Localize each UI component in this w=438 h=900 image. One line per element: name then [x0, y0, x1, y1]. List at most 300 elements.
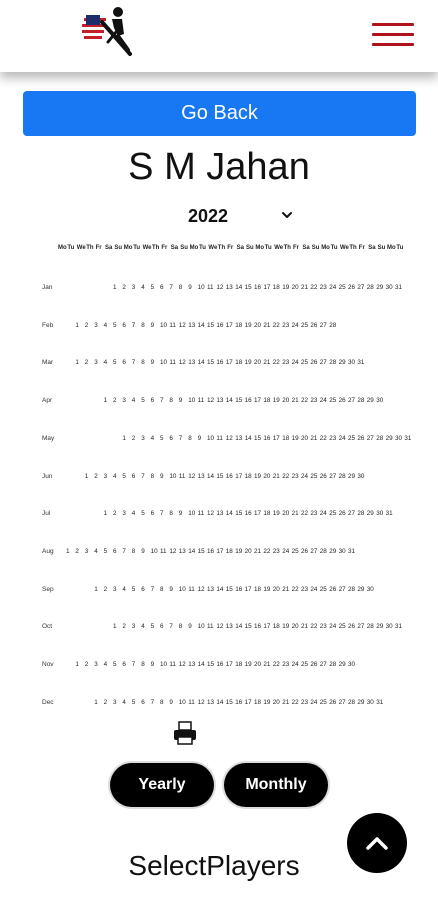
day-cell: 24 — [329, 284, 337, 291]
day-cell: 27 — [319, 661, 327, 668]
day-cell: 6 — [122, 321, 126, 329]
day-header: Fr — [358, 245, 365, 251]
day-cell: 25 — [310, 472, 318, 480]
day-cell: 23 — [282, 359, 290, 367]
yearly-button[interactable]: Yearly — [110, 763, 214, 807]
day-cell: 7 — [160, 397, 164, 405]
day-cell: 28 — [329, 359, 337, 367]
day-cell: 8 — [188, 434, 192, 442]
day-cell: 25 — [291, 547, 299, 555]
day-cell: 29 — [329, 547, 337, 555]
day-cell: 29 — [385, 434, 393, 442]
day-header: We — [76, 245, 86, 251]
day-cell: 5 — [141, 510, 145, 518]
day-cell: 11 — [160, 547, 167, 555]
day-header: We — [340, 245, 349, 251]
day-cell: 17 — [225, 661, 233, 668]
day-cell: 5 — [113, 321, 117, 329]
month-label: Mar — [42, 359, 54, 367]
day-cell: 19 — [272, 397, 280, 405]
day-cell: 8 — [141, 661, 145, 668]
day-cell: 22 — [272, 359, 280, 367]
day-header: Th — [349, 245, 357, 251]
day-cell: 3 — [131, 284, 136, 291]
day-cell: 1 — [94, 585, 98, 593]
day-header: Tu — [330, 245, 338, 251]
day-cell: 8 — [131, 547, 136, 555]
day-cell: 30 — [385, 623, 393, 631]
day-header: We — [208, 245, 218, 251]
day-cell: 2 — [122, 284, 126, 291]
day-cell: 14 — [225, 510, 233, 518]
day-cell: 12 — [169, 547, 177, 555]
day-cell: 19 — [244, 321, 252, 329]
day-cell: 9 — [160, 472, 164, 480]
day-header: Tu — [396, 245, 404, 251]
day-cell: 18 — [263, 397, 271, 405]
day-cell: 20 — [272, 585, 280, 593]
month-label: Sep — [42, 585, 54, 593]
day-cell: 28 — [348, 698, 356, 706]
day-cell: 21 — [301, 623, 309, 631]
day-cell: 14 — [207, 472, 215, 480]
day-header: Mo — [189, 245, 199, 251]
day-cell: 25 — [319, 698, 327, 706]
day-cell: 31 — [385, 510, 393, 518]
day-cell: 16 — [263, 434, 271, 442]
day-cell: 31 — [395, 623, 403, 631]
day-cell: 3 — [131, 623, 136, 631]
day-cell: 4 — [94, 547, 98, 555]
day-cell: 13 — [188, 661, 196, 668]
day-cell: 10 — [178, 585, 186, 593]
day-cell: 9 — [169, 585, 173, 593]
day-cell: 3 — [122, 397, 126, 405]
go-back-button[interactable]: Go Back — [23, 91, 416, 136]
day-cell: 30 — [395, 434, 403, 442]
day-cell: 24 — [291, 661, 299, 668]
year-select[interactable] — [188, 204, 300, 228]
day-cell: 20 — [291, 284, 299, 291]
day-cell: 3 — [94, 661, 98, 668]
day-cell: 27 — [329, 472, 337, 480]
day-cell: 8 — [178, 284, 183, 291]
day-cell: 2 — [84, 321, 89, 329]
day-cell: 9 — [178, 397, 183, 405]
day-cell: 27 — [357, 623, 365, 631]
day-cell: 26 — [329, 698, 337, 706]
day-cell: 13 — [188, 359, 196, 367]
day-cell: 21 — [291, 397, 299, 405]
day-cell: 31 — [357, 359, 365, 367]
day-cell: 11 — [178, 472, 186, 480]
month-label: Oct — [42, 623, 53, 631]
day-cell: 25 — [348, 434, 356, 442]
day-header: Fr — [95, 245, 102, 251]
day-cell: 12 — [225, 434, 233, 442]
day-cell: 15 — [197, 547, 205, 555]
day-cell: 14 — [188, 547, 196, 555]
day-header: Su — [377, 245, 386, 251]
day-cell: 24 — [291, 321, 299, 329]
day-cell: 28 — [376, 434, 384, 442]
day-cell: 29 — [338, 661, 346, 668]
day-cell: 30 — [376, 397, 384, 405]
day-cell: 7 — [160, 510, 164, 518]
day-cell: 4 — [122, 585, 126, 593]
day-cell: 28 — [357, 510, 365, 518]
day-cell: 18 — [244, 472, 252, 480]
day-cell: 9 — [178, 510, 183, 518]
day-header: Sa — [236, 245, 244, 251]
day-cell: 7 — [141, 472, 145, 480]
rower-flag-logo[interactable] — [78, 2, 136, 60]
day-cell: 23 — [282, 661, 290, 668]
day-cell: 21 — [282, 698, 290, 706]
day-cell: 10 — [160, 359, 168, 367]
day-cell: 15 — [207, 661, 215, 668]
day-cell: 31 — [395, 284, 403, 291]
day-cell: 21 — [254, 547, 262, 555]
day-header: Mo — [123, 245, 133, 251]
day-cell: 22 — [263, 547, 271, 555]
day-cell: 14 — [244, 434, 252, 442]
day-header: Fr — [293, 245, 299, 251]
day-header: Sa — [368, 245, 376, 251]
day-cell: 19 — [263, 698, 271, 706]
day-cell: 22 — [301, 397, 309, 405]
day-cell: 15 — [244, 623, 252, 631]
day-cell: 28 — [319, 547, 327, 555]
day-cell: 21 — [310, 434, 318, 442]
day-cell: 4 — [150, 434, 155, 442]
day-cell: 2 — [84, 359, 89, 367]
day-cell: 30 — [348, 359, 356, 367]
month-label: Jul — [42, 510, 51, 518]
day-cell: 12 — [197, 585, 205, 593]
day-cell: 10 — [197, 284, 205, 291]
day-cell: 28 — [348, 585, 356, 593]
day-header: Sa — [302, 245, 310, 251]
day-cell: 14 — [197, 359, 205, 367]
day-cell: 4 — [103, 359, 108, 367]
day-cell: 27 — [310, 547, 318, 555]
day-cell: 11 — [188, 585, 195, 593]
day-cell: 28 — [338, 472, 346, 480]
day-cell: 18 — [282, 434, 290, 442]
day-cell: 12 — [188, 472, 196, 480]
top-navbar — [0, 0, 438, 72]
day-cell: 21 — [291, 510, 299, 518]
day-cell: 11 — [216, 434, 223, 442]
day-cell: 3 — [122, 510, 126, 518]
day-cell: 17 — [225, 321, 233, 329]
day-cell: 10 — [160, 321, 168, 329]
player-name: S M Jahan — [128, 146, 310, 188]
day-cell: 10 — [207, 434, 215, 442]
day-cell: 20 — [254, 321, 262, 329]
day-cell: 16 — [216, 359, 224, 367]
day-cell: 1 — [84, 472, 89, 480]
year-select-value: 2022 — [188, 206, 229, 226]
day-cell: 4 — [103, 661, 108, 668]
day-cell: 2 — [113, 510, 117, 518]
day-cell: 18 — [272, 284, 280, 291]
day-cell: 27 — [319, 321, 327, 329]
day-cell: 19 — [272, 510, 280, 518]
day-cell: 13 — [207, 585, 215, 593]
day-cell: 19 — [291, 434, 299, 442]
day-header: We — [142, 245, 152, 251]
day-cell: 27 — [348, 397, 356, 405]
day-cell: 19 — [263, 585, 271, 593]
day-cell: 18 — [225, 547, 233, 555]
day-cell: 23 — [272, 547, 280, 555]
day-cell: 24 — [310, 585, 318, 593]
day-cell: 10 — [160, 661, 168, 668]
day-cell: 8 — [141, 321, 145, 329]
day-cell: 23 — [301, 698, 309, 706]
day-cell: 27 — [338, 585, 346, 593]
day-cell: 1 — [75, 321, 79, 329]
day-cell: 3 — [94, 321, 98, 329]
day-cell: 20 — [282, 397, 290, 405]
day-cell: 30 — [338, 547, 346, 555]
day-cell: 12 — [216, 623, 224, 631]
day-cell: 30 — [357, 472, 365, 480]
day-cell: 13 — [207, 698, 215, 706]
day-cell: 9 — [150, 359, 155, 367]
day-cell: 23 — [310, 510, 318, 518]
day-cell: 17 — [244, 585, 252, 593]
day-cell: 26 — [348, 623, 356, 631]
day-cell: 22 — [291, 698, 299, 706]
month-label: Apr — [42, 397, 53, 405]
select-players-heading: SelectPlayers — [128, 850, 300, 881]
day-cell: 26 — [319, 472, 327, 480]
day-cell: 21 — [301, 284, 309, 291]
day-cell: 9 — [141, 547, 145, 555]
day-cell: 14 — [216, 585, 224, 593]
day-cell: 24 — [310, 698, 318, 706]
day-cell: 1 — [122, 434, 126, 442]
day-cell: 5 — [113, 359, 117, 367]
day-cell: 3 — [141, 434, 145, 442]
day-cell: 5 — [150, 284, 155, 291]
day-cell: 13 — [197, 472, 205, 480]
day-cell: 11 — [169, 359, 176, 367]
day-cell: 12 — [207, 510, 215, 518]
day-cell: 20 — [291, 623, 299, 631]
day-cell: 7 — [169, 623, 173, 631]
day-cell: 14 — [216, 698, 224, 706]
day-cell: 26 — [338, 397, 346, 405]
day-cell: 23 — [282, 321, 290, 329]
day-cell: 4 — [131, 397, 136, 405]
day-cell: 3 — [103, 472, 108, 480]
day-cell: 13 — [216, 510, 224, 518]
day-cell: 13 — [178, 547, 186, 555]
day-cell: 1 — [75, 661, 79, 668]
day-cell: 19 — [244, 661, 252, 668]
day-cell: 11 — [197, 397, 205, 405]
day-cell: 5 — [150, 623, 155, 631]
day-cell: 8 — [160, 698, 164, 706]
day-cell: 15 — [216, 472, 224, 480]
day-cell: 16 — [254, 284, 262, 291]
day-cell: 29 — [376, 284, 384, 291]
day-cell: 6 — [150, 510, 155, 518]
day-cell: 8 — [178, 623, 183, 631]
day-cell: 30 — [385, 284, 393, 291]
day-cell: 25 — [301, 359, 309, 367]
day-cell: 6 — [122, 359, 126, 367]
day-cell: 20 — [254, 661, 262, 668]
day-cell: 9 — [188, 284, 192, 291]
day-cell: 24 — [291, 359, 299, 367]
day-cell: 7 — [122, 547, 126, 555]
day-cell: 2 — [84, 661, 89, 668]
day-cell: 23 — [329, 434, 337, 442]
day-cell: 24 — [282, 547, 290, 555]
day-cell: 18 — [254, 585, 262, 593]
day-cell: 17 — [216, 547, 224, 555]
day-cell: 3 — [113, 698, 117, 706]
day-cell: 15 — [244, 284, 252, 291]
day-cell: 2 — [103, 585, 108, 593]
day-cell: 30 — [366, 585, 374, 593]
day-cell: 25 — [319, 585, 327, 593]
day-cell: 13 — [188, 321, 196, 329]
day-cell: 30 — [348, 661, 356, 668]
day-cell: 12 — [197, 698, 205, 706]
day-cell: 4 — [141, 623, 145, 631]
day-cell: 14 — [235, 284, 243, 291]
day-cell: 15 — [207, 359, 215, 367]
day-cell: 9 — [150, 321, 155, 329]
day-cell: 23 — [301, 585, 309, 593]
day-cell: 17 — [272, 434, 280, 442]
monthly-button[interactable]: Monthly — [224, 763, 328, 807]
day-cell: 25 — [338, 623, 346, 631]
day-cell: 24 — [319, 510, 327, 518]
day-header: Su — [180, 245, 188, 251]
day-cell: 11 — [197, 510, 205, 518]
day-cell: 15 — [207, 321, 215, 329]
day-cell: 4 — [113, 472, 117, 480]
day-cell: 16 — [216, 661, 224, 668]
day-cell: 9 — [197, 434, 202, 442]
day-cell: 10 — [169, 472, 177, 480]
day-cell: 18 — [235, 321, 243, 329]
day-cell: 18 — [235, 359, 243, 367]
day-cell: 8 — [169, 397, 173, 405]
day-cell: 10 — [188, 397, 196, 405]
day-cell: 23 — [310, 397, 318, 405]
day-cell: 6 — [141, 585, 145, 593]
day-cell: 10 — [150, 547, 158, 555]
day-cell: 15 — [225, 585, 233, 593]
day-cell: 1 — [94, 698, 98, 706]
day-cell: 2 — [113, 397, 117, 405]
day-cell: 17 — [235, 472, 243, 480]
day-cell: 11 — [169, 661, 176, 668]
day-cell: 17 — [254, 510, 262, 518]
day-cell: 5 — [113, 661, 117, 668]
day-cell: 10 — [178, 698, 186, 706]
day-cell: 28 — [357, 397, 365, 405]
day-cell: 22 — [310, 284, 318, 291]
day-cell: 21 — [263, 359, 271, 367]
day-cell: 7 — [150, 585, 155, 593]
day-cell: 5 — [131, 698, 136, 706]
day-cell: 4 — [103, 321, 108, 329]
day-cell: 30 — [366, 698, 374, 706]
day-cell: 27 — [319, 359, 327, 367]
day-cell: 12 — [178, 359, 186, 367]
day-cell: 15 — [235, 397, 243, 405]
day-cell: 18 — [263, 510, 271, 518]
day-cell: 1 — [103, 397, 108, 405]
day-cell: 13 — [225, 623, 233, 631]
day-cell: 22 — [272, 661, 280, 668]
hamburger-menu-icon[interactable] — [372, 20, 414, 50]
day-cell: 7 — [178, 434, 183, 442]
day-cell: 7 — [169, 284, 173, 291]
day-cell: 4 — [131, 510, 136, 518]
day-cell: 23 — [319, 623, 327, 631]
day-cell: 16 — [254, 623, 262, 631]
day-cell: 4 — [141, 284, 145, 291]
day-cell: 16 — [244, 397, 252, 405]
day-header: Fr — [161, 245, 168, 251]
day-cell: 8 — [160, 585, 164, 593]
day-cell: 11 — [188, 698, 195, 706]
day-cell: 6 — [160, 623, 164, 631]
day-cell: 28 — [366, 284, 374, 291]
day-cell: 2 — [75, 547, 79, 555]
day-cell: 21 — [263, 661, 271, 668]
day-cell: 25 — [338, 284, 346, 291]
day-cell: 26 — [348, 284, 356, 291]
day-cell: 8 — [141, 359, 145, 367]
day-cell: 31 — [348, 547, 356, 555]
day-cell: 20 — [272, 698, 280, 706]
day-cell: 17 — [254, 397, 262, 405]
day-header: Su — [246, 245, 254, 251]
day-cell: 16 — [225, 472, 233, 480]
day-cell: 31 — [404, 434, 412, 442]
day-cell: 15 — [254, 434, 262, 442]
printer-icon[interactable] — [172, 720, 198, 746]
day-cell: 20 — [301, 434, 309, 442]
day-cell: 16 — [207, 547, 215, 555]
day-cell: 7 — [150, 698, 155, 706]
day-cell: 29 — [376, 623, 384, 631]
day-cell: 31 — [376, 698, 384, 706]
day-cell: 18 — [254, 698, 262, 706]
month-label: Jan — [42, 284, 53, 291]
day-cell: 1 — [113, 623, 117, 631]
day-cell: 25 — [301, 321, 309, 329]
day-cell: 5 — [103, 547, 108, 555]
day-cell: 7 — [131, 661, 136, 668]
day-cell: 14 — [225, 397, 233, 405]
day-header: Th — [217, 245, 226, 251]
day-cell: 8 — [169, 510, 173, 518]
day-header: Fr — [227, 245, 234, 251]
day-cell: 18 — [272, 623, 280, 631]
